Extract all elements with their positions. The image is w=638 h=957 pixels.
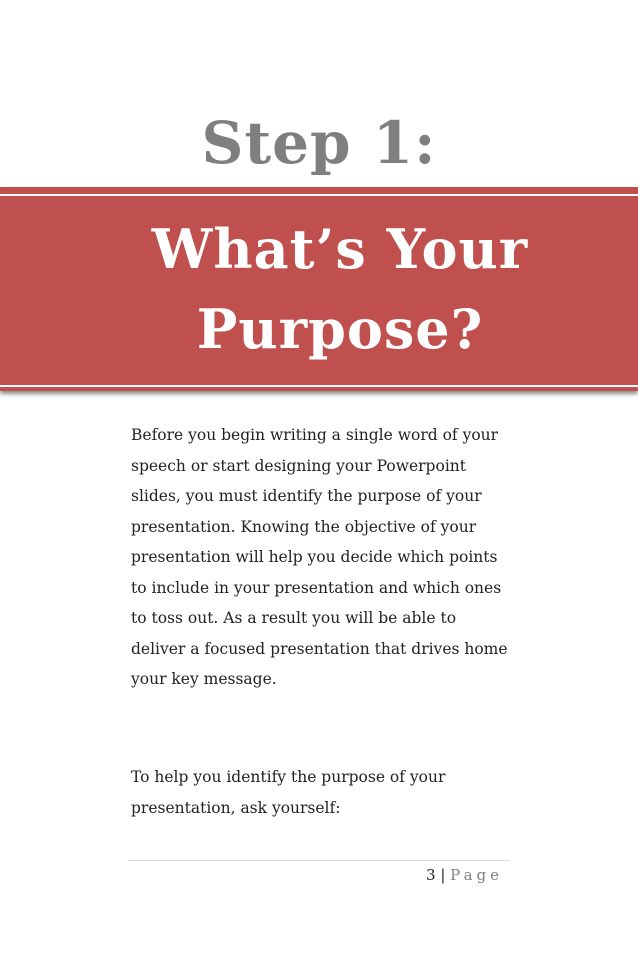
page-label: Page [450, 866, 503, 884]
intro-paragraph: Before you begin writing a single word of your speech or start designing your Powerpoint slides, you must identify the purpose of your presentation. Knowing the objective of your presentation will help you decide which points to include in your presentation and which ones to toss out. As a result you will be able to deliver a focused presentation that drives home your key message. [131, 426, 508, 688]
page-footer [128, 864, 503, 886]
page-number: 3 [425, 866, 436, 884]
banner-title: What’s Your Purpose? [151, 217, 529, 361]
title-banner [0, 187, 638, 391]
question-paragraph: To help you identify the purpose of your presentation, ask yourself: [131, 768, 446, 817]
footer-separator: | [440, 866, 446, 884]
footer-divider [128, 860, 510, 861]
step-heading: Step 1: [201, 109, 437, 177]
